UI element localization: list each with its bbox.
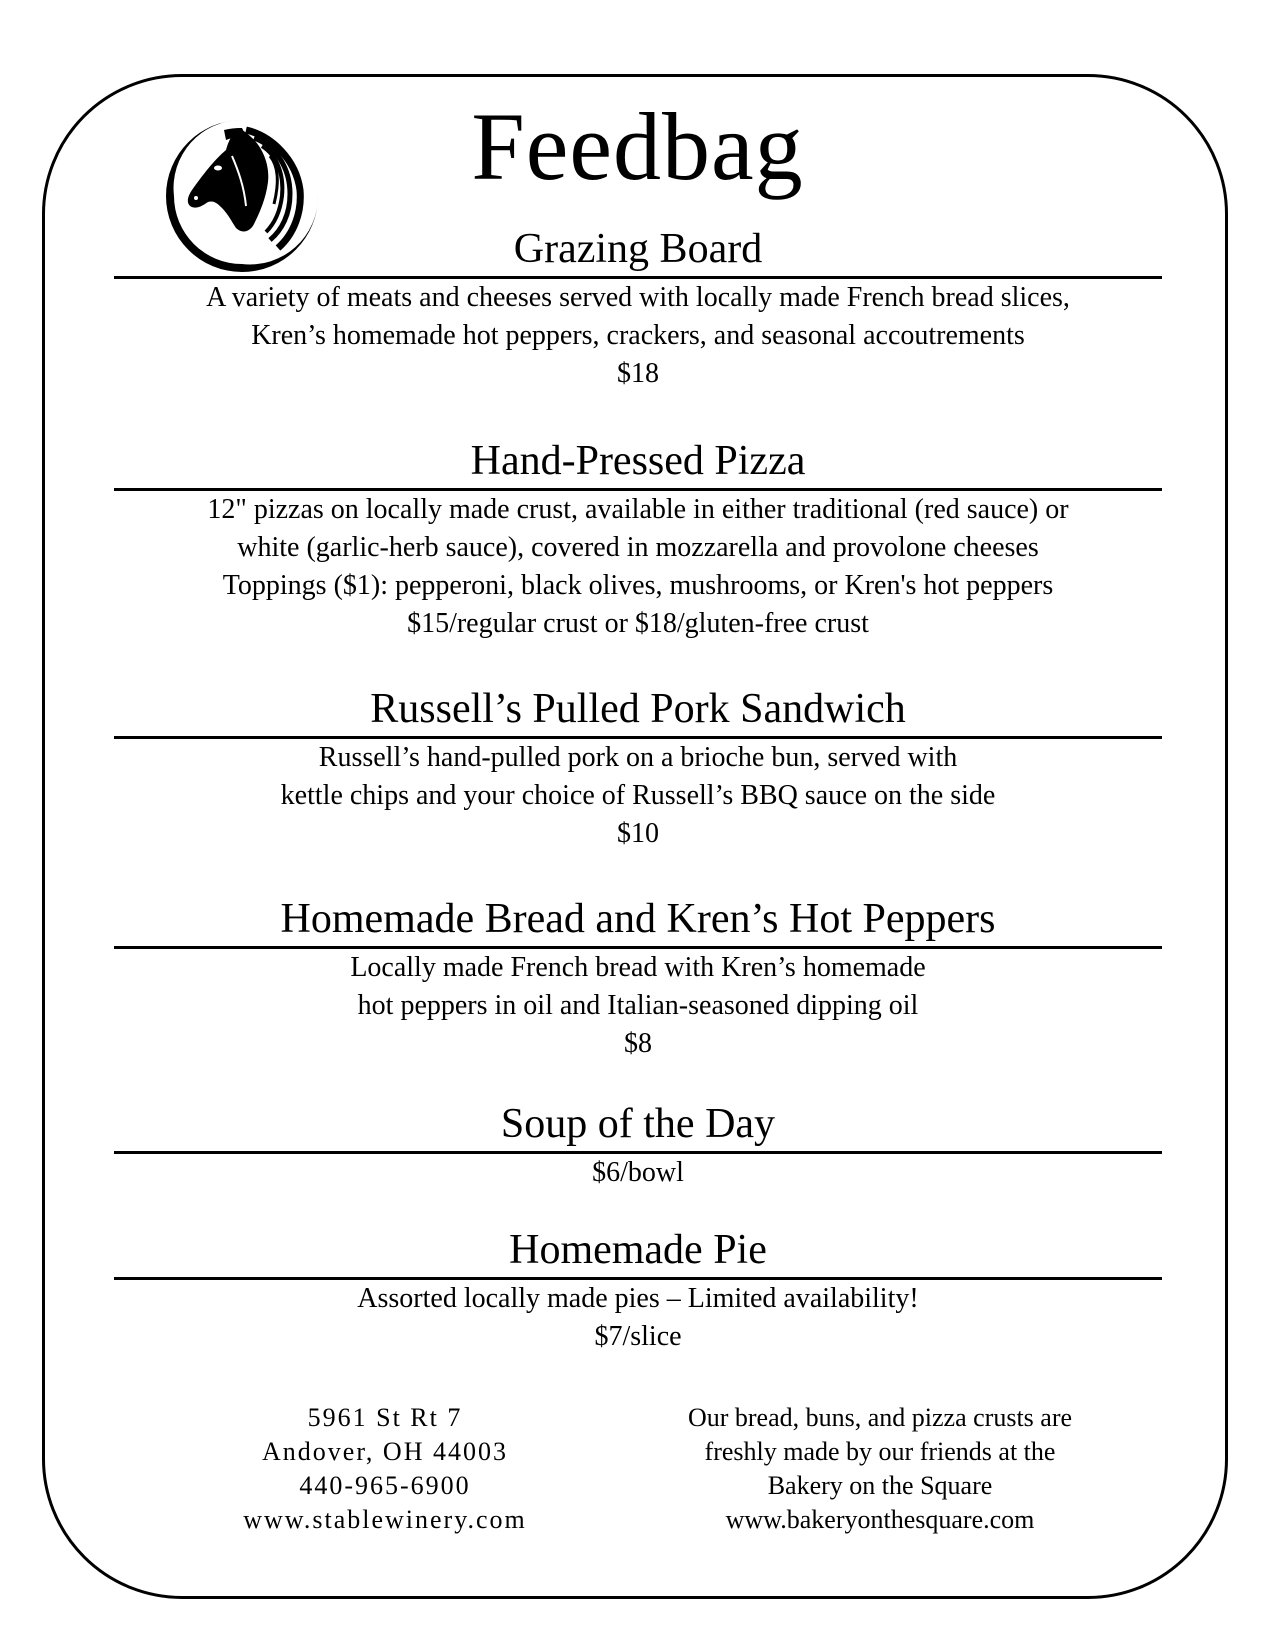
menu-item-bread-and-hot-peppers — [114, 894, 1162, 1063]
menu-title: Feedbag — [471, 93, 804, 200]
menu-item-description-line: kettle chips and your choice of Russell’s BBQ sauce on the side — [280, 780, 996, 811]
menu-item-heading: Soup of the Day — [114, 1099, 1162, 1154]
bakery-website-link[interactable]: www.bakeryonthesquare.com — [725, 1505, 1035, 1534]
menu-item-heading: Homemade Pie — [114, 1225, 1162, 1280]
menu-item-description-line: white (garlic-herb sauce), covered in mozzarella and provolone cheeses — [237, 532, 1039, 563]
bakery-credit-note — [640, 1401, 1120, 1537]
menu-item-description-line: Kren’s homemade hot peppers, crackers, and seasonal accoutrements — [251, 320, 1025, 351]
menu-item-heading: Homemade Bread and Kren’s Hot Peppers — [114, 894, 1162, 949]
menu-item-description-line: 12" pizzas on locally made crust, available in either traditional (red sauce) or — [207, 494, 1069, 525]
bakery-note-line: freshly made by our friends at the — [704, 1437, 1056, 1466]
menu-item-heading: Russell’s Pulled Pork Sandwich — [114, 684, 1162, 739]
winery-contact-info — [200, 1401, 570, 1537]
menu-item-price: $6/bowl — [592, 1157, 684, 1188]
menu-item-homemade-pie — [114, 1225, 1162, 1356]
menu-item-pulled-pork-sandwich — [114, 684, 1162, 853]
menu-item-hand-pressed-pizza — [114, 436, 1162, 643]
menu-item-description-line: Toppings ($1): pepperoni, black olives, mushrooms, or Kren's hot peppers — [222, 570, 1054, 601]
menu-item-description-line: Russell’s hand-pulled pork on a brioche bun, served with — [318, 742, 958, 773]
menu-item-description-line: hot peppers in oil and Italian-seasoned dipping oil — [357, 990, 919, 1021]
bakery-note-line: Our bread, buns, and pizza crusts are — [687, 1403, 1073, 1432]
menu-item-price: $10 — [617, 818, 659, 849]
menu-item-heading: Hand-Pressed Pizza — [114, 436, 1162, 491]
menu-item-heading: Grazing Board — [114, 224, 1162, 279]
address-line: Andover, OH 44003 — [262, 1437, 508, 1466]
menu-item-description-line: Locally made French bread with Kren’s homemade — [350, 952, 926, 983]
address-line: 5961 St Rt 7 — [307, 1403, 463, 1432]
bakery-note-line: Bakery on the Square — [767, 1471, 993, 1500]
menu-item-price: $18 — [617, 358, 659, 389]
menu-item-description-line: Assorted locally made pies – Limited availability! — [357, 1283, 919, 1314]
menu-item-grazing-board — [114, 224, 1162, 393]
phone-number: 440-965-6900 — [299, 1471, 471, 1500]
menu-item-description-line: A variety of meats and cheeses served with locally made French bread slices, — [206, 282, 1070, 313]
menu-item-soup-of-the-day — [114, 1099, 1162, 1192]
menu-item-price: $15/regular crust or $18/gluten-free crust — [407, 608, 869, 639]
menu-item-price: $7/slice — [594, 1321, 682, 1352]
menu-item-price: $8 — [624, 1028, 652, 1059]
winery-website-link[interactable]: www.stablewinery.com — [243, 1505, 527, 1534]
